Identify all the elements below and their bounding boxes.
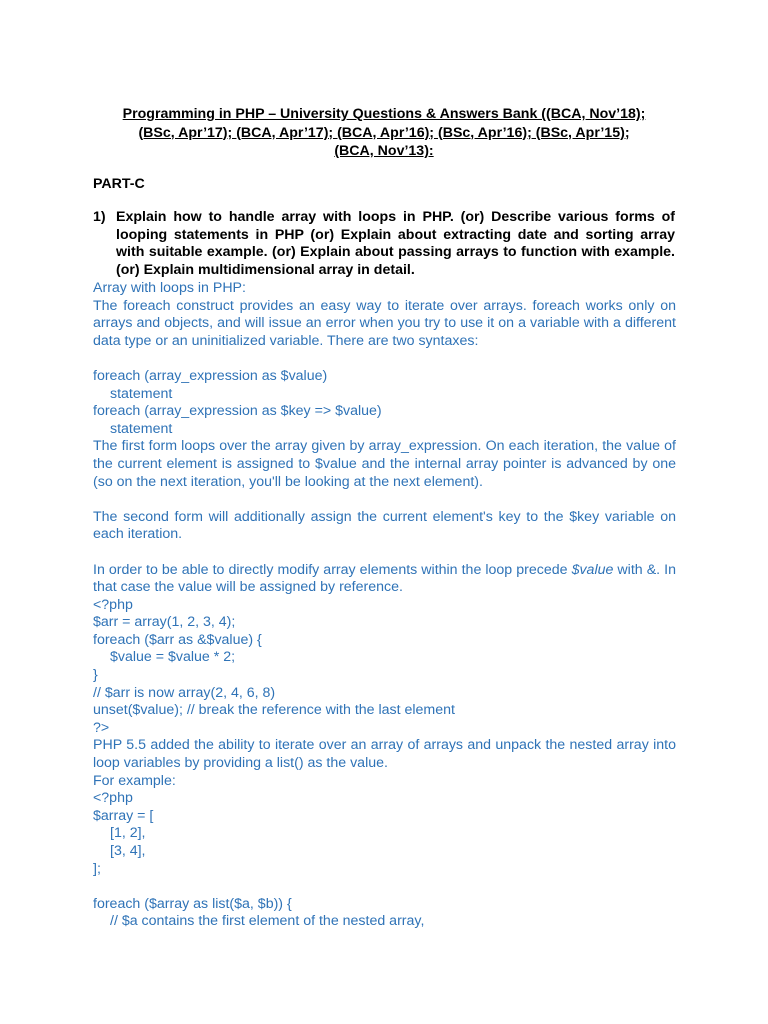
code-line: } [93, 667, 98, 684]
question-number: 1) [93, 209, 106, 225]
code-line: $value = $value * 2; [110, 649, 236, 666]
code-line: $array = [ [93, 807, 154, 824]
document-title [90, 105, 678, 161]
answer-heading: Array with loops in PHP: [93, 280, 246, 296]
code-line: unset($value); // break the reference with the last element [93, 702, 455, 719]
syntax-line: foreach (array_expression as $key => $value) [93, 403, 382, 420]
code-line: [3, 4], [110, 843, 146, 859]
code-line: <?php [93, 790, 133, 807]
code-line: foreach ($array as list($a, $b)) { [93, 895, 292, 912]
value-variable: $value [571, 561, 614, 578]
code-line: <?php [93, 596, 133, 613]
part-heading: PART-C [93, 176, 145, 192]
syntax-line: statement [110, 420, 173, 437]
php55-paragraph: PHP 5.5 added the ability to iterate over an array of arrays and unpack the nested array into loop variables by providing a list() as the value. [93, 737, 676, 772]
example-label: For example: [93, 772, 176, 789]
question-item [93, 209, 675, 279]
modify-paragraph [93, 562, 676, 597]
answer-body [93, 280, 676, 931]
title-line: (BSc, Apr’17); (BCA, Apr’17); (BCA, Apr’16); (BSc, Apr’16); (BSc, Apr’15); [138, 124, 630, 141]
second-form-paragraph: The second form will additionally assign the current element's key to the $key variable on each iteration. [93, 508, 676, 543]
code-line: // $a contains the first element of the nested array, [110, 913, 425, 930]
first-form-paragraph: The first form loops over the array given by array_expression. On each iteration, the value of the current element is assigned to $value and the internal array pointer is advanced by one (so on the next iteration, you'll be looking at the next element). [93, 438, 676, 490]
spacer [93, 350, 676, 368]
code-line: ]; [93, 860, 101, 877]
syntax-line: foreach (array_expression as $value) [93, 367, 328, 384]
code-line: // $arr is now array(2, 4, 6, 8) [93, 684, 276, 701]
intro-paragraph: The foreach construct provides an easy way to iterate over arrays. foreach works only on arrays and objects, and will issue an error when you try to use it on a variable with a different data type or an uninitialized variable. There are two syntaxes: [93, 297, 676, 349]
title-line: (BCA, Nov’13): [334, 143, 434, 159]
code-line: foreach ($arr as &$value) { [93, 631, 262, 648]
spacer [93, 544, 676, 562]
code-line: $arr = array(1, 2, 3, 4); [93, 614, 236, 631]
modify-text: with &. In that case the value will be assigned by reference. [93, 561, 676, 596]
spacer [93, 878, 676, 896]
question-text: Explain how to handle array with loops in PHP. (or) Describe various forms of looping statements in PHP (or) Explain about extracting date and sorting array with suitable example. (or) Explain about passing arrays to function with example. (or) Explain multidimensional array in detail. [116, 209, 675, 278]
code-line: ?> [93, 719, 110, 736]
code-line: [1, 2], [110, 825, 146, 842]
spacer [93, 491, 676, 509]
syntax-line: statement [110, 385, 173, 402]
modify-text: In order to be able to directly modify array elements within the loop precede [93, 561, 572, 578]
title-line: Programming in PHP – University Questions & Answers Bank ((BCA, Nov’18); [122, 106, 646, 122]
